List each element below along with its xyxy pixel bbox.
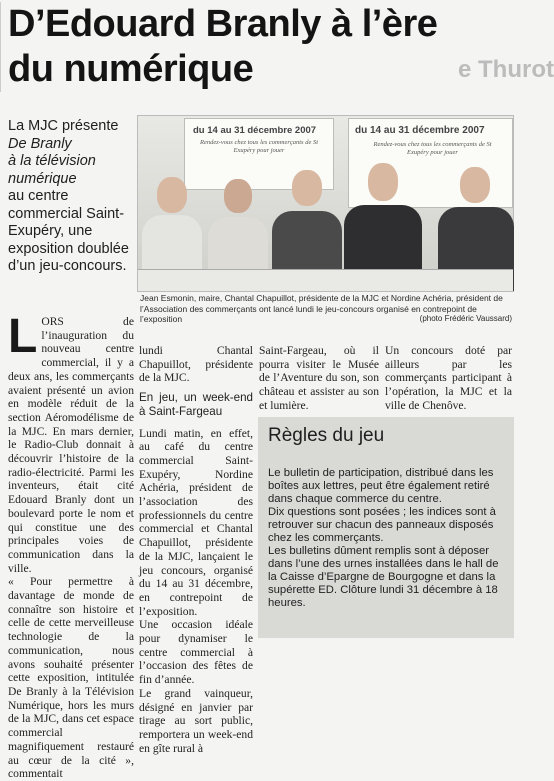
- paragraph: « Pour permettre à davantage de monde de connaître son histoire et celle de cette merveilleuse technologie de la communication, nous avons souhaité présenter cette exposition, intitulée De Branly à la Télévision Numérique, hors les murs de la MJC, dans cet espace commercial magnifiquement restauré au cœur de la cité », commentait: [8, 575, 134, 781]
- caption-text: Jean Esmonin, maire, Chantal Chapuillot, présidente de la MJC et Nordine Achéria, président de l’Association des commerçants ont lancé lundi le jeu-concours organisé en contrepoint de l’exposition: [140, 293, 503, 324]
- poster-date: du 14 au 31 décembre 2007: [355, 125, 485, 136]
- poster-subtext: Rendez-vous chez tous les commerçants de St Exupéry pour jouer: [199, 139, 319, 154]
- article-column-3: [259, 344, 379, 413]
- table: [138, 269, 513, 291]
- lede-line: à la télévision: [8, 153, 96, 169]
- paragraph: Une occasion idéale pour dynamiser le centre commercial à l’occasion des fêtes de fin d’année.: [139, 618, 253, 687]
- lede: [8, 118, 134, 276]
- rules-paragraph: Le bulletin de participation, distribué dans les boîtes aux lettres, peut être également retiré dans chaque commerce du centre.: [268, 467, 494, 505]
- lede-line: au centre commercial Saint-Exupéry, une exposition doublée d’un jeu-concours.: [8, 188, 129, 274]
- headline: D’Edouard Branly à l’ère du numérique: [8, 3, 438, 90]
- paragraph: lundi Chantal Chapuillot, présidente de la MJC.: [139, 344, 253, 385]
- adjacent-article-bleed: e Thurot: [458, 56, 554, 83]
- article-column-2: [139, 344, 253, 755]
- paragraph: Un concours doté par ailleurs par les commerçants participant à l’opération, la MJC et la ville de Chenôve.: [385, 344, 512, 412]
- photo-credit: (photo Frédéric Vaussard): [419, 314, 512, 323]
- drop-cap: L: [8, 310, 38, 363]
- photo-caption: [140, 293, 512, 325]
- rules-paragraph: Dix questions sont posées ; les indices sont à retrouver sur chacun des panneaux disposés chez les commerçants.: [268, 506, 496, 544]
- paragraph: ORS de l’inauguration du nouveau centre commercial, il y a deux ans, les commerçants avaient présenté un avion en modèle réduit de la section Aéromodélisme de la MJC. En mars dernier, le Radio-Club donnait à découvrir l’histoire de la radio-électricité. Parmi les inventeurs, était cité Edouard Branly dont un boulevard porte le nom et qui constitue une des principales voies de communication dans la ville.: [8, 315, 134, 575]
- paragraph: Saint-Fargeau, où il pourra visiter le Musée de l’Aventure du son, son château et assister au son et lumière.: [259, 344, 379, 412]
- subheading: En jeu, un week-end à Saint-Fargeau: [139, 391, 253, 418]
- lede-line: La MJC présente: [8, 118, 119, 134]
- rules-text: [268, 467, 506, 610]
- lede-line: numérique: [8, 170, 77, 187]
- article-column-1: [8, 310, 134, 781]
- paragraph: Le grand vainqueur, désigné en janvier par tirage au sort public, remportera un week-end en gîte rural à: [139, 686, 253, 755]
- rules-title: Règles du jeu: [268, 425, 385, 446]
- page-edge: [0, 2, 1, 92]
- article-photo: [137, 115, 514, 292]
- lede-line: De Branly: [8, 135, 72, 152]
- rules-box: [258, 417, 514, 638]
- rules-paragraph: Les bulletins dûment remplis sont à déposer dans l’une des urnes installées dans le hall de la Caisse d’Epargne de Bourgogne et dans la supérette ED. Clôture lundi 31 décembre à 18 heures.: [268, 545, 499, 609]
- poster-date: du 14 au 31 décembre 2007: [193, 125, 317, 136]
- poster-subtext: Rendez-vous chez tous les commerçants de St Exupéry pour jouer: [373, 141, 492, 156]
- paragraph: Lundi matin, en effet, au café du centre commercial Saint-Exupéry, Nordine Achéria, président de l’association des professionnels du centre commercial et Chantal Chapuillot, présidente de la MJC, lançaient le jeu concours, organisé du 14 au 31 décembre, en contrepoint de l’exposition.: [139, 426, 253, 618]
- article-column-4: [385, 344, 512, 413]
